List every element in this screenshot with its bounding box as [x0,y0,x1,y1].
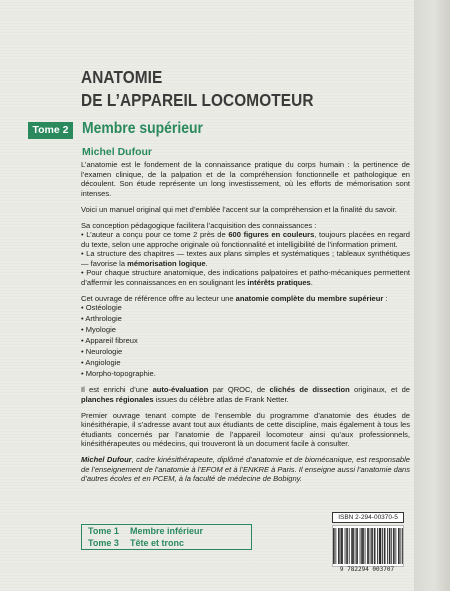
barcode-bar [349,528,350,564]
barcode-bar [347,528,348,564]
barcode-bar [401,528,402,564]
barcode-bar [338,528,339,564]
list-item: • Ostéologie [81,303,122,312]
barcode-bar [370,528,371,564]
book-title [81,66,314,112]
barcode-bar [365,528,366,564]
barcode-bar [356,528,357,564]
barcode-bar [351,528,352,564]
barcode-bar [398,528,399,564]
barcode-bar [379,528,380,564]
enrich-paragraph [81,385,410,404]
barcode-bar [346,528,347,564]
side-credit-text [432,480,440,540]
barcode-bar [368,528,369,564]
author-name: Michel Dufour [82,146,152,158]
list-item: • Morpho-topographie. [81,369,156,378]
enrich-text-1: Il est enrichi d’une [81,385,153,394]
barcode-bars [333,526,403,566]
barcode-bar [333,528,334,564]
barcode-bar [345,528,346,564]
barcode-bar [394,528,395,564]
barcode-bar [352,528,353,564]
reference-bold: anatomie complète du membre supérieur [235,293,384,303]
barcode-bar [393,528,394,564]
barcode-bar [341,528,342,564]
manual-paragraph: Voici un manuel original qui met d’emblée l’accent sur la compréhension et la finalité du savoir. [81,204,397,214]
barcode-bar [367,528,368,564]
barcode-bar [342,528,343,564]
barcode-bar [371,528,372,564]
bullet-palpation [81,268,410,287]
barcode-bar [372,528,373,564]
barcode-bar [380,528,381,564]
barcode [332,525,404,567]
chapter-list [81,303,410,379]
author-bio [81,455,410,484]
barcode-bar [381,528,382,564]
barcode-bar [339,528,340,564]
intro-paragraph: L’anatomie est le fondement de la connaissance pratique du corps humain : la pertinence de l’examen clinique, de la palpation et de la compréhension fonctionnelle et pathologique en découlent. Son étude représente un long investissement, où les efforts de mémorisation sont intenses. [81,160,410,198]
barcode-bar [387,528,388,564]
bullet-figures-bold: 600 figures en couleurs [228,230,315,239]
barcode-bar [363,528,364,564]
bullet-palpation-text-end: . [310,277,313,287]
tome-subtitle: Membre supérieur [82,120,203,137]
bio-author-name: Michel Dufour [81,455,132,464]
bullet-structure-text-end: . [205,258,208,268]
description-text [81,160,410,490]
barcode-bar [375,528,376,564]
list-item: • Angiologie [81,358,121,367]
title-line-1: ANATOMIE [81,67,163,87]
bio-text: , cadre kinésithérapeute, diplômé d’anatomie et de biomécanique, est responsable de l’enseignement de l’anatomie à l’EFOM et à l’ENKRE à Paris. Il enseigne aussi l’anatomie dans d’autres écoles et en PCEM, à la faculté de médecine de Bobigny. [81,455,411,483]
volume-row [88,526,251,538]
barcode-bar [361,528,362,564]
volume-name: Tête et tronc [130,537,185,548]
barcode-bar [377,528,378,564]
other-volumes-box [81,524,252,550]
list-item: • Neurologie [81,347,123,356]
barcode-bar [334,528,335,564]
barcode-bar [341,528,342,564]
list-item: • Arthrologie [81,314,122,323]
volume-row [88,538,251,550]
barcode-bar [399,528,400,564]
volume-number: Tome 3 [88,537,119,548]
bullet-palpation-text: • Pour chaque structure anatomique, des indications palpatoires et patho-mécaniques permettent d’affermir les connaissances en en soulignant les [81,268,410,287]
barcode-bar [353,528,354,564]
volume-number: Tome 1 [88,526,119,536]
bullet-figures [81,230,410,249]
bullet-figures-text: • L’auteur a conçu pour ce tome 2 près de [81,230,229,239]
tome-badge: Tome 2 [28,122,73,139]
pedagogy-paragraph: Sa conception pédagogique facilitera l’acquisition des connaissances : [81,220,317,230]
list-item: • Appareil fibreux [81,336,138,345]
barcode-bar [362,528,363,564]
barcode-bar [390,528,391,564]
barcode-bar [374,528,375,564]
list-item: • Myologie [81,325,116,334]
enrich-bold-2: clichés de dissection [269,385,350,394]
enrich-bold-3: planches régionales [81,394,154,404]
barcode-bar [384,528,385,564]
reference-text: Cet ouvrage de référence offre au lecteur une [81,293,236,303]
bullet-palpation-bold: intérêts pratiques [247,277,311,287]
barcode-bar [382,528,383,564]
title-line-2: DE L’APPAREIL LOCOMOTEUR [81,90,314,110]
barcode-bar [402,528,403,564]
barcode-bar [385,528,386,564]
barcode-bar [396,528,397,564]
audience-paragraph: Premier ouvrage tenant compte de l’ensemble du programme d’anatomie des études de kinésithérapie, il s’adresse avant tout aux étudiants de cette discipline, mais également à tous les étudiants concernés par l’anatomie de l’appareil locomoteur ainsi qu’aux professionnels, kinésithérapeutes ou médecins, qui trouveront là un document facile à consulter. [81,410,410,448]
tome-heading [0,122,300,140]
barcode-bar [391,528,392,564]
enrich-text-3: originaux, et de [349,385,410,394]
bullet-structure-text: • La structure des chapitres — textes aux plans simples et systématiques ; tableaux synthétiques — favorise la [81,249,410,268]
barcode-bar [360,528,361,564]
enrich-bold-1: auto-évaluation [152,385,209,394]
enrich-text-2: par QROC, de [208,385,270,394]
bullet-structure [81,249,410,268]
enrich-text-4: issues du célèbre atlas de Frank Netter. [153,394,289,404]
volume-name: Membre inférieur [130,526,204,536]
bullet-structure-bold: mémorisation logique [127,258,206,268]
bullet-figures-text-end: , toujours placées en regard du texte, selon une approche originale où fonctionnalité et intelligibilité de l’information priment. [81,230,410,249]
barcode-bar [357,528,358,564]
barcode-bar [389,528,390,564]
reference-paragraph [81,294,410,304]
barcode-digits: 9 782294 003707 [339,566,395,573]
isbn-label: ISBN 2-294-00370-5 [332,512,404,523]
barcode-bar [336,528,337,564]
reference-text-end: : [383,293,388,303]
barcode-bar [355,528,356,564]
